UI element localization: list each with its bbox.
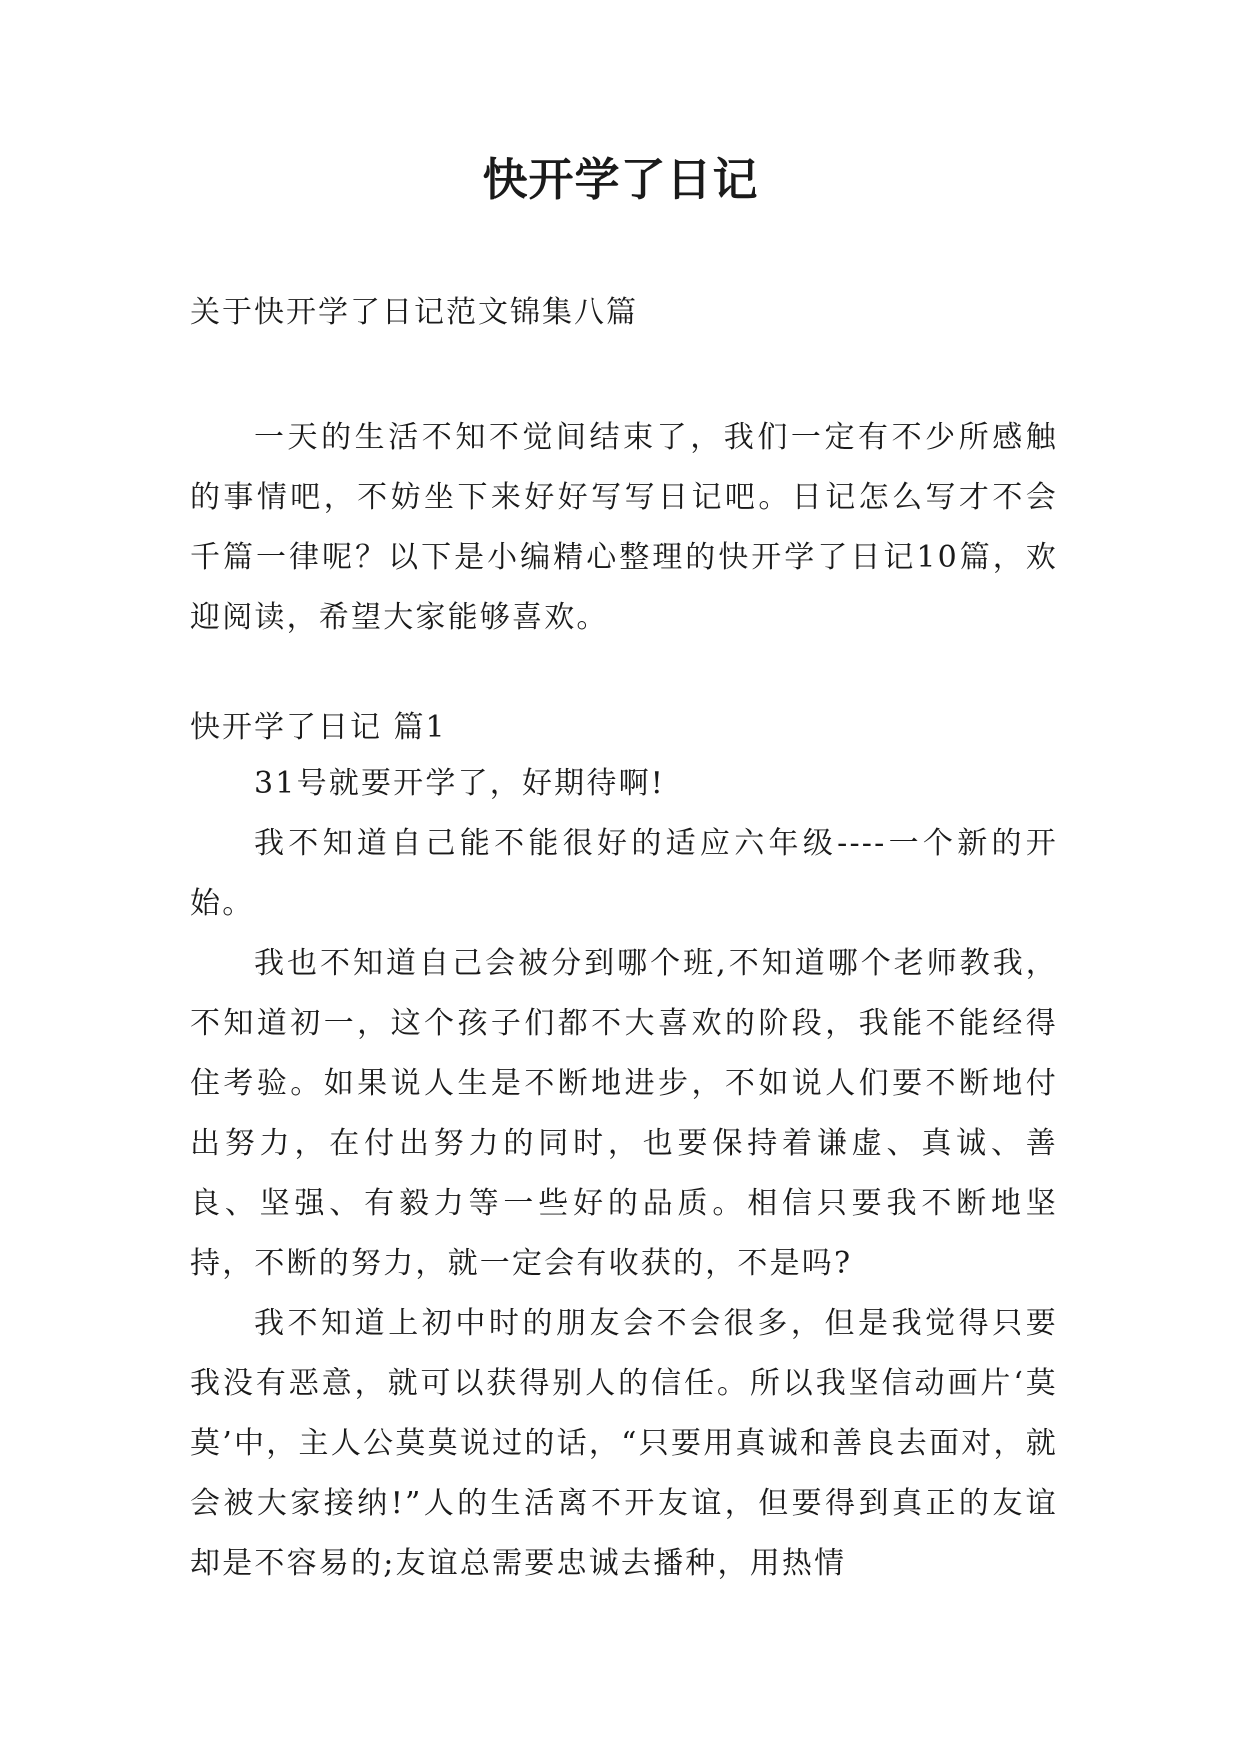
body-paragraph: 我也不知道自己会被分到哪个班,不知道哪个老师教我，不知道初一，这个孩子们都不大喜欢的阶段，我能不能经得住考验。如果说人生是不断地进步，不如说人们要不断地付出努力，在付出努力的同时，也要保持着谦虚、真诚、善良、坚强、有毅力等一些好的品质。相信只要我不断地坚持，不断的努力，就一定会有收获的，不是吗?: [190, 946, 1058, 1281]
document-title: 快开学了日记: [482, 153, 759, 206]
body-paragraph: 我不知道自己能不能很好的适应六年级----一个新的开始。: [190, 826, 1058, 921]
body-paragraph: 我不知道上初中时的朋友会不会很多，但是我觉得只要我没有恶意，就可以获得别人的信任。所以我坚信动画片‘莫莫’中，主人公莫莫说过的话，“只要用真诚和善良去面对，就会被大家接纳!”人的生活离不开友谊，但要得到真正的友谊却是不容易的;友谊总需要忠诚去播种，用热情: [190, 1306, 1058, 1581]
section-body: [190, 754, 1058, 1594]
document-subtitle: 关于快开学了日记范文锦集八篇: [190, 295, 638, 330]
body-paragraph: 31号就要开学了，好期待啊!: [254, 766, 666, 801]
section-heading: 快开学了日记 篇1: [190, 710, 447, 745]
intro-paragraph: 一天的生活不知不觉间结束了，我们一定有不少所感触的事情吧，不妨坐下来好好写写日记吧。日记怎么写才不会千篇一律呢？以下是小编精心整理的快开学了日记10篇，欢迎阅读，希望大家能够喜欢。: [190, 420, 1058, 635]
